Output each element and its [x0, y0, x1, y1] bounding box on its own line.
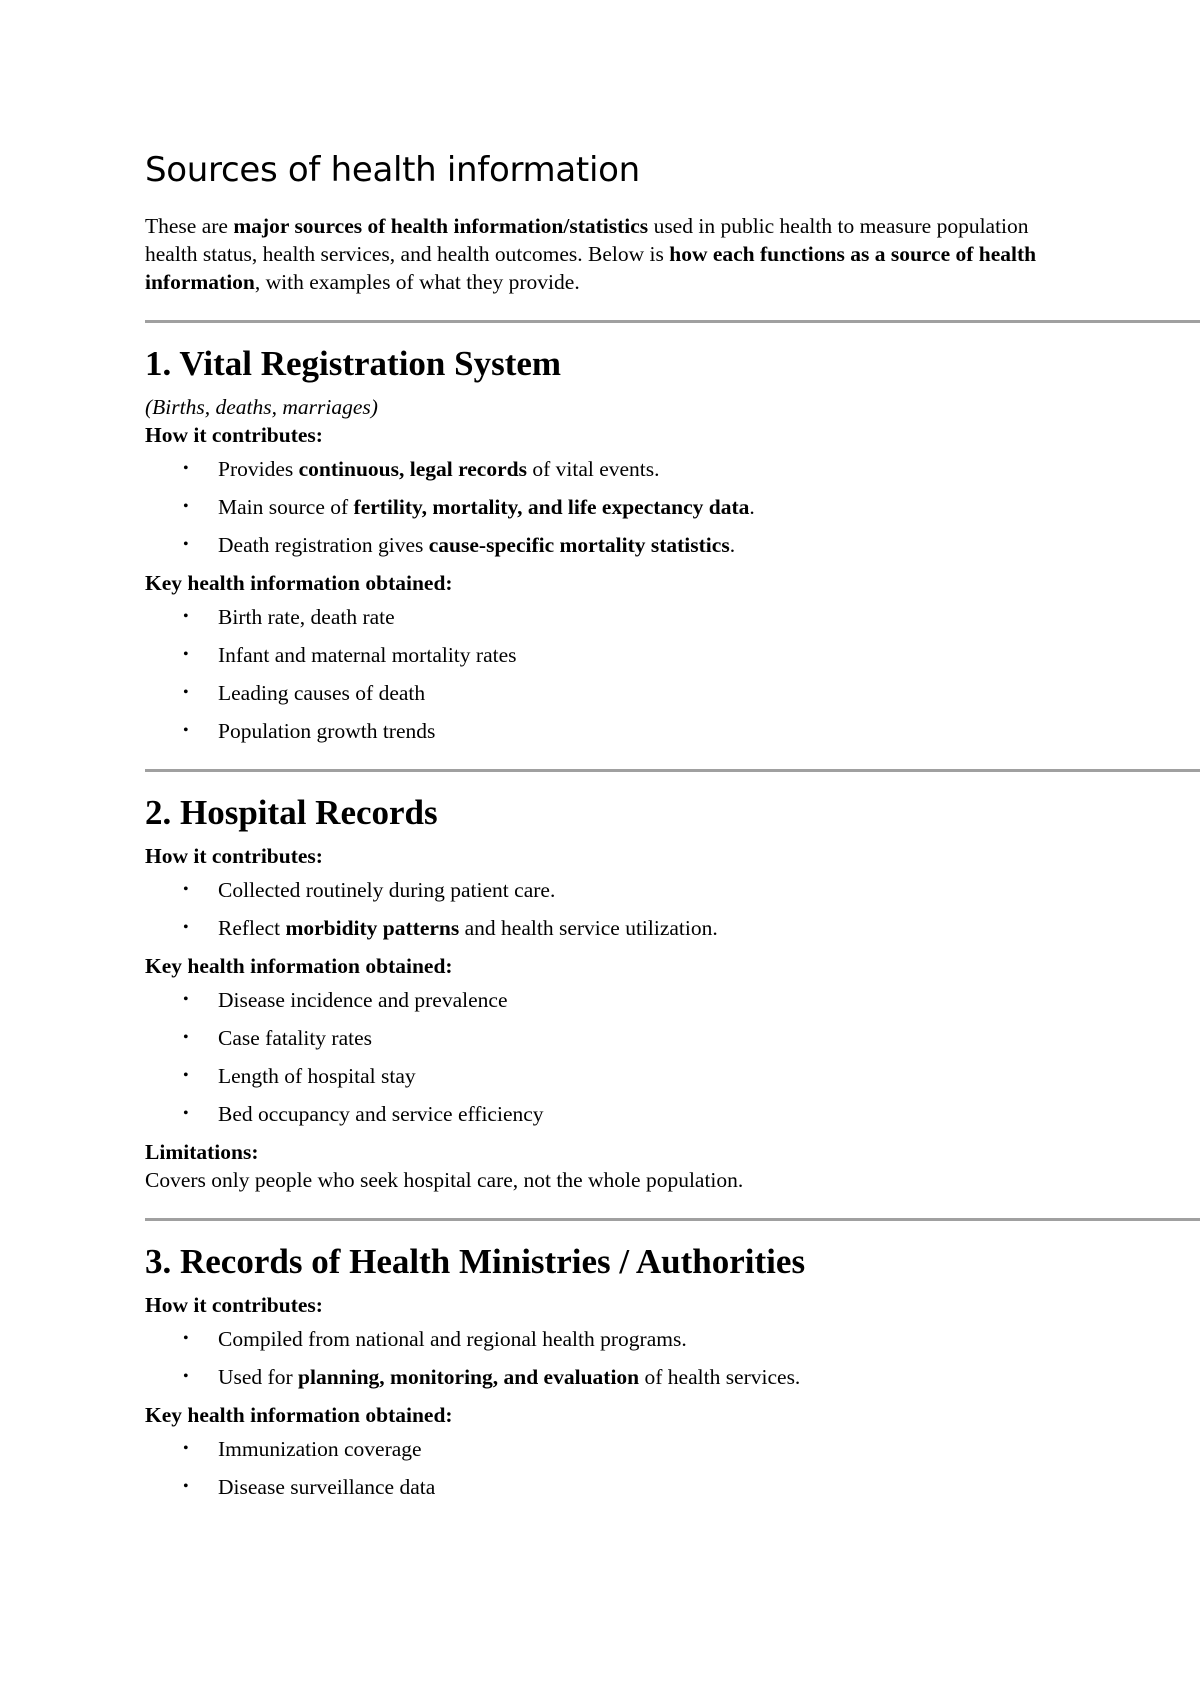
contrib-list — [145, 455, 1200, 559]
item-text: Compiled from national and regional health programs. — [218, 1327, 687, 1351]
section-title: 3. Records of Health Ministries / Authorities — [145, 1242, 806, 1281]
contrib-label: How it contributes: — [145, 1293, 323, 1317]
bullet-icon: • — [183, 1067, 189, 1084]
info-list — [145, 1435, 1200, 1501]
list-item — [145, 914, 1200, 942]
contrib-list — [145, 1325, 1200, 1391]
intro-paragraph — [145, 212, 1065, 296]
list-item — [145, 717, 1200, 745]
item-text: Disease incidence and prevalence — [218, 988, 508, 1012]
section-divider-3 — [145, 1218, 1200, 1221]
item-text: Main source of — [218, 495, 354, 519]
bullet-icon: • — [183, 1440, 189, 1457]
list-item — [145, 603, 1200, 631]
list-item — [145, 1024, 1200, 1052]
section-hospital-records — [145, 792, 1200, 1194]
bullet-icon: • — [183, 536, 189, 553]
intro-bold-1: major sources of health information/statistics — [233, 214, 649, 238]
section-vital-registration — [145, 343, 1200, 745]
item-text: Reflect — [218, 916, 286, 940]
bullet-icon: • — [183, 684, 189, 701]
item-text: Disease surveillance data — [218, 1475, 436, 1499]
section-divider-2 — [145, 769, 1200, 772]
item-text: Death registration gives — [218, 533, 429, 557]
item-text: Leading causes of death — [218, 681, 426, 705]
bullet-icon: • — [183, 881, 189, 898]
intro-bold-2: how each functions as a source of health information — [145, 242, 1037, 294]
item-bold: planning, monitoring, and evaluation — [298, 1365, 640, 1389]
item-text: Provides — [218, 457, 299, 481]
limitations-text: Covers only people who seek hospital care, not the whole population. — [145, 1168, 744, 1192]
section-divider-1 — [145, 320, 1200, 323]
item-text: . — [729, 533, 736, 557]
list-item — [145, 531, 1200, 559]
item-text: Immunization coverage — [218, 1437, 422, 1461]
bullet-icon: • — [183, 1478, 189, 1495]
bullet-icon: • — [183, 722, 189, 739]
item-text: Birth rate, death rate — [218, 605, 395, 629]
item-bold: continuous, legal records — [298, 457, 527, 481]
item-text: of health services. — [639, 1365, 801, 1389]
item-text: of vital events. — [526, 457, 660, 481]
list-item — [145, 876, 1200, 904]
contrib-label: How it contributes: — [145, 844, 323, 868]
list-item — [145, 1473, 1200, 1501]
bullet-icon: • — [183, 460, 189, 477]
bullet-icon: • — [183, 608, 189, 625]
item-text: and health service utilization. — [459, 916, 718, 940]
item-text: Bed occupancy and service efficiency — [218, 1102, 544, 1126]
list-item — [145, 641, 1200, 669]
bullet-icon: • — [183, 1330, 189, 1347]
item-bold: cause-specific mortality statistics — [428, 533, 730, 557]
item-bold: morbidity patterns — [285, 916, 460, 940]
section-title: 1. Vital Registration System — [145, 344, 562, 383]
info-label: Key health information obtained: — [145, 571, 453, 595]
intro-text-2: used in public health to measure population health status, health services, and health outcomes. Below is — [145, 214, 1029, 266]
intro-text-1: These are — [145, 214, 234, 238]
section-health-ministries — [145, 1241, 1200, 1501]
list-item — [145, 679, 1200, 707]
section-title: 2. Hospital Records — [145, 793, 438, 832]
info-list — [145, 986, 1200, 1128]
contrib-label: How it contributes: — [145, 423, 323, 447]
list-item — [145, 1062, 1200, 1090]
item-text: Length of hospital stay — [218, 1064, 416, 1088]
bullet-icon: • — [183, 1029, 189, 1046]
item-text: Infant and maternal mortality rates — [218, 643, 517, 667]
item-text: . — [749, 495, 755, 519]
item-text: Case fatality rates — [218, 1026, 373, 1050]
item-text: Used for — [218, 1365, 299, 1389]
info-label: Key health information obtained: — [145, 954, 453, 978]
item-text: Population growth trends — [218, 719, 436, 743]
section-subtitle: (Births, deaths, marriages) — [145, 395, 378, 419]
item-bold: fertility, mortality, and life expectancy data — [353, 495, 750, 519]
list-item — [145, 455, 1200, 483]
list-item — [145, 1325, 1200, 1353]
bullet-icon: • — [183, 1105, 189, 1122]
list-item — [145, 1363, 1200, 1391]
item-text: Collected routinely during patient care. — [218, 878, 556, 902]
info-label: Key health information obtained: — [145, 1403, 453, 1427]
document-title: Sources of health information — [145, 150, 640, 190]
info-list — [145, 603, 1200, 745]
bullet-icon: • — [183, 646, 189, 663]
list-item — [145, 1435, 1200, 1463]
bullet-icon: • — [183, 1368, 189, 1385]
list-item — [145, 986, 1200, 1014]
bullet-icon: • — [183, 498, 189, 515]
contrib-list — [145, 876, 1200, 942]
bullet-icon: • — [183, 991, 189, 1008]
intro-text-3: , with examples of what they provide. — [254, 270, 580, 294]
bullet-icon: • — [183, 919, 189, 936]
list-item — [145, 1100, 1200, 1128]
limitations-label: Limitations: — [145, 1140, 259, 1164]
list-item — [145, 493, 1200, 521]
document-page — [145, 150, 1200, 1511]
